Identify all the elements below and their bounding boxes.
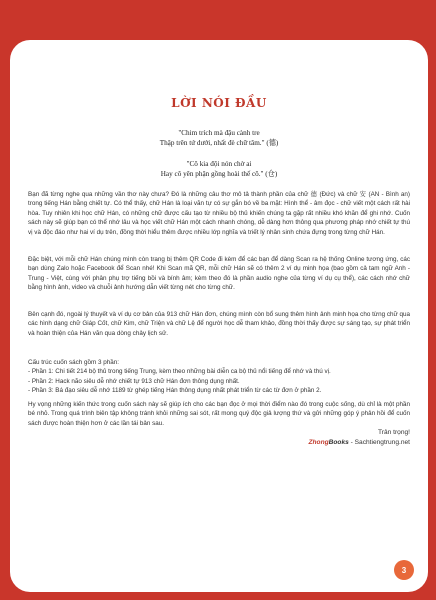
poem-1-line-2: Thập trên tứ dưới, nhất đè chữ tâm." (德) [159, 138, 279, 147]
page-number-badge: 3 [394, 560, 414, 580]
poem-1-line-1: "Chim trích mà đậu cành tre [178, 129, 260, 137]
book-page [10, 40, 428, 592]
paragraph-qr-code: Đặc biệt, với mỗi chữ Hán chúng mình còn trang bị thêm QR Code đi kèm để các bạn để dàng Scan ra hệ thống Online tương ứng, các bạn dùng Zalo hoặc Facebook để Scan nhé! Khi Scan mã QR, mỗi chữ Hán sẽ có thêm 2 ví dụ minh họa (bao gồm cả tam ngữ Anh - Trung - Việt, cùng với phân phụ trợ tiếng bồi và bính âm; kèm theo đó là phần audio nghe của từng ví dụ cụ thể), các cách nhớ chữ bằng hình ảnh, video và chuỗi ảnh hướng dẫn viết từng nét cho từng chữ. [28, 256, 410, 292]
poem-2-line-2: Hay cô yên phận gồng hoài thế cô." (仓) [160, 169, 278, 178]
poem-verse-1 [10, 129, 428, 148]
page-title: LỜI NÓI ĐẦU [171, 96, 267, 110]
paragraph-closing: Hy vọng những kiến thức trong cuốn sách này sẽ giúp ích cho các bạn đọc ở mọi thời điểm nào đó trong cuộc sống, dù chỉ là một phần bé nhỏ. Trong quá trình biên tập không tránh khỏi những sai sót, rất mong quý độc giả lượng thứ và gửi những góp ý phản hồi để cuốn sách được hoàn thiện hơn ở các lần tái bản sau. [28, 401, 410, 427]
brand-logo-books: Books [328, 439, 349, 446]
paragraph-structure: Cấu trúc cuốn sách gồm 3 phần: - Phần 1: Chi tiết 214 bộ thủ trong tiếng Trung, kèm theo những bài diễn ca bộ thủ nổi tiếng để nhớ và thú vị. - Phần 2: Hack não siêu dễ nhớ chiết tự 913 chữ Hán đơn thông dụng nhất. - Phần 3: Bá đạo siêu dễ nhớ 1189 từ ghép tiếng Hán thông dụng nhất phát triển từ các từ đơn ở phần 2. [28, 359, 331, 395]
poem-verse-2 [10, 160, 428, 179]
brand-site: - Sachtiengtrung.net [348, 439, 410, 446]
paragraph-intro: Bạn đã từng nghe qua những vần thơ này chưa? Đó là những câu thơ mô tả thành phần của chữ 德 (Đức) và chữ 安 (AN - Bình an) trong tiếng Hán bằng chiết tự. Có thể thấy, chữ Hán là loại văn tự có sự gắn bó về ba mặt: Hình thể - âm đọc - chữ viết một cách rất hài hòa. Tuy nhiên khi học chữ Hán, có những chữ được cấu tạo từ nhiều bộ thủ khiến chúng ta gặp rất nhiều khó khăn để ghi nhớ. Cuốn sách này sẽ giúp bạn có thể nhớ lâu và học viết chữ Hán một cách nhanh chóng, dễ dàng hơn thông qua phương pháp nhớ chiết tự thú vị và độc đáo như hai ví dụ trên, đồng thời hiểu thêm được nhiều lớp nghĩa và triết lý nhân sinh chứa đựng trong từng chữ Hán. [28, 191, 410, 236]
paragraph-illustrations: Bên cạnh đó, ngoài lý thuyết và ví dụ cơ bản của 913 chữ Hán đơn, chúng mình còn bổ sung thêm hình ảnh minh họa cho từng chữ qua các hình dạng chữ Giáp Cốt, chữ Kim, chữ Triện và chữ Lệ để người học dễ tham khảo, đồng thời thấy được sự sáng tạo, sự phát triển và hoàn thiện của Hán văn qua dòng chảy lịch sử. [28, 311, 410, 337]
poem-2-line-1: "Cô kia đội nón chờ ai [186, 160, 252, 168]
signoff [308, 428, 410, 448]
regards-text: Trân trọng! [377, 429, 410, 436]
brand-logo-zhong: Zhong [308, 439, 329, 446]
brand-line [308, 438, 410, 448]
